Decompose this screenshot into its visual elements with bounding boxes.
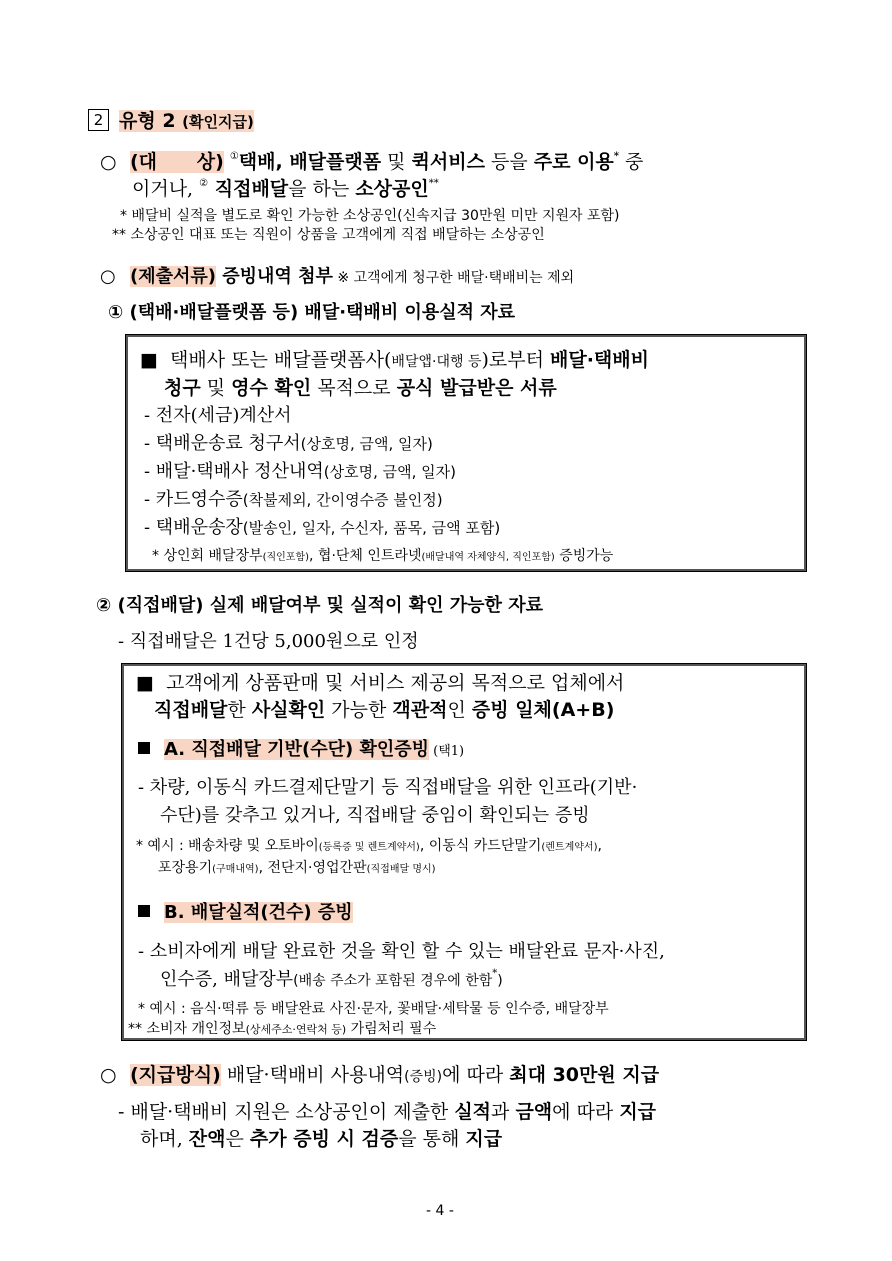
item1-list-2: - 배달·택배사 정산내역(상호명, 금액, 일자) — [144, 461, 456, 482]
item1-list-0: - 전자(세금)계산서 — [144, 405, 292, 426]
item2-b-line1: - 소비자에게 배달 완료한 것을 확인 할 수 있는 배달완료 문자·사진, — [138, 941, 665, 962]
target-line1: ○ (대 상) ①택배, 배달플랫폼 및 퀵서비스 등을 주로 이용* 중 — [100, 151, 644, 173]
target-note2: ** 소상공인 대표 또는 직원이 상품을 고객에게 직접 배달하는 소상공인 — [112, 227, 545, 243]
docs-line: ○ (제출서류) 증빙내역 첨부 ※ 고객에게 청구한 배달·택배비는 제외 — [100, 266, 575, 287]
payment-line: ○ (지급방식) 배달·택배비 사용내역(증빙)에 따라 최대 30만원 지급 — [100, 1064, 660, 1086]
item1-heading: ① (택배·배달플랫폼 등) 배달·택배비 이용실적 자료 — [108, 302, 516, 323]
item1-list-4: - 택배운송장(발송인, 일자, 수신자, 품목, 금액 포함) — [144, 517, 501, 538]
section-title: 유형 2 — [119, 110, 176, 132]
square-bullet-icon — [138, 905, 150, 917]
page-number: - 4 - — [426, 1203, 454, 1219]
item2-box-line2: 직접배달한 사실확인 가능한 객관적인 증빙 일체(A+B) — [154, 699, 615, 721]
item1-list-3: - 카드영수증(착불제외, 간이영수증 불인정) — [144, 489, 443, 510]
payment-label: (지급방식) — [130, 1064, 221, 1086]
payment-line1: - 배달·택배비 지원은 소상공인이 제출한 실적과 금액에 따라 지급 — [118, 1101, 657, 1123]
item2-b-title: B. 배달실적(건수) 증빙 — [138, 898, 353, 924]
item2-a-note2: 포장용기(구매내역), 전단지·영업간판(직접배달 명시) — [158, 860, 436, 876]
item2-sub: - 직접배달은 1건당 5,000원으로 인정 — [118, 631, 419, 652]
item2-b-note1: * 예시 : 음식·떡류 등 배달완료 사진·문자, 꽃배달·세탁물 등 인수증, 배달장부 — [138, 1001, 609, 1017]
item1-box-line2: 청구 및 영수 확인 목적으로 공식 발급받은 서류 — [164, 377, 557, 399]
target-note1: * 배달비 실적을 별도로 확인 가능한 소상공인(신속지급 30만원 미만 지원자 포함) — [120, 208, 620, 224]
item2-heading: ② (직접배달) 실제 배달여부 및 실적이 확인 가능한 자료 — [96, 595, 543, 616]
section-header — [88, 106, 254, 133]
item1-box-line1: ■ 택배사 또는 배달플랫폼사(배달앱·대행 등)로부터 배달·택배비 — [140, 349, 649, 371]
square-bullet-icon — [138, 742, 150, 754]
item2-b-line2: 인수증, 배달장부(배송 주소가 포함된 경우에 한함*) — [160, 968, 503, 990]
item2-box-line1: ■ 고객에게 상품판매 및 서비스 제공의 목적으로 업체에서 — [136, 672, 625, 694]
section-number: 2 — [88, 109, 109, 131]
item2-a-line2: 수단)를 갖추고 있거나, 직접배달 중임이 확인되는 증빙 — [160, 805, 590, 826]
item2-box — [121, 663, 807, 1041]
item2-b-note2: ** 소비자 개인정보(상세주소·연락처 등) 가림처리 필수 — [128, 1021, 437, 1037]
item2-a-title: A. 직접배달 기반(수단) 확인증빙 (택1) — [138, 735, 464, 761]
docs-label: (제출서류) — [130, 266, 217, 287]
item2-a-note1: * 예시 : 배송차량 및 오토바이(등록증 및 렌트계약서), 이동식 카드단말기(렌트계약서), — [136, 838, 602, 854]
section-subtitle: (확인지급) — [182, 113, 254, 131]
target-line2: 이거나, ② 직접배달을 하는 소상공인** — [132, 178, 439, 200]
item1-list-1: - 택배운송료 청구서(상호명, 금액, 일자) — [144, 433, 433, 454]
item1-box — [125, 334, 807, 572]
item1-note: * 상인회 배달장부(직인포함), 협·단체 인트라넷(배달내역 자체양식, 직인포함) 증빙가능 — [152, 548, 614, 564]
item2-a-line1: - 차량, 이동식 카드결제단말기 등 직접배달을 위한 인프라(기반· — [138, 777, 638, 798]
payment-line2: 하며, 잔액은 추가 증빙 시 검증을 통해 지급 — [140, 1128, 503, 1150]
target-label: (대 상) — [130, 151, 224, 173]
